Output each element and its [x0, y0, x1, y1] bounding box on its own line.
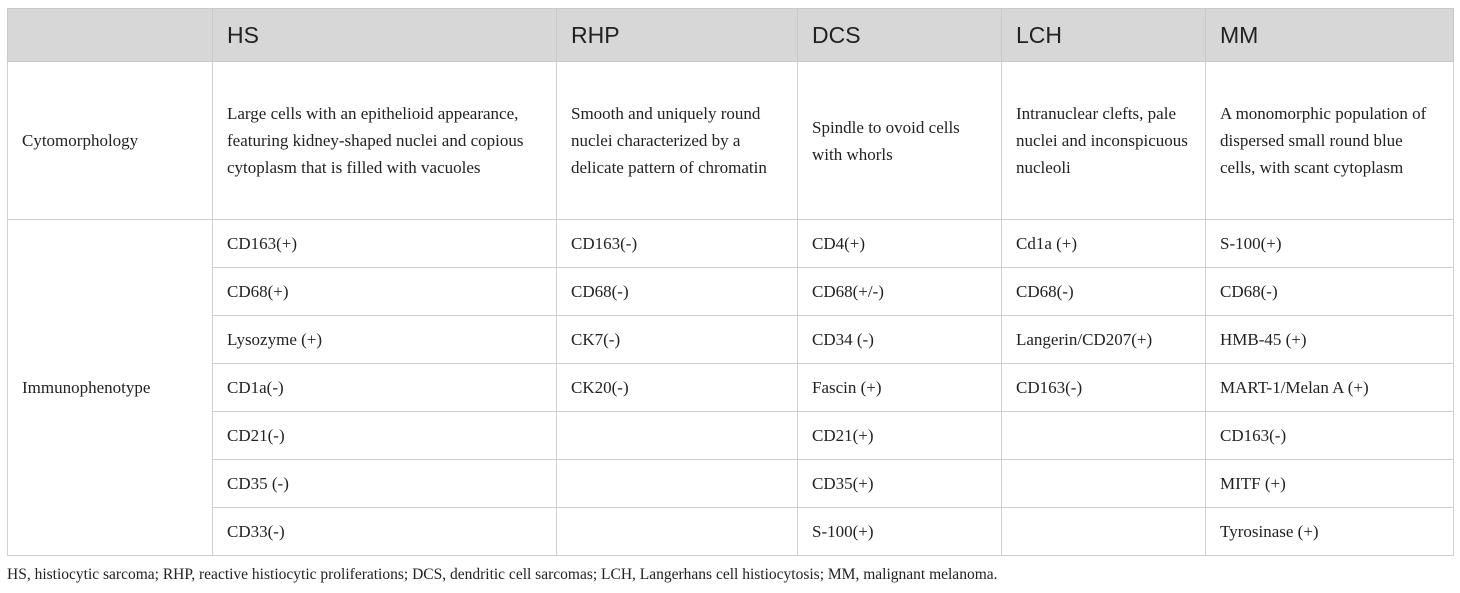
- immuno-cell-lch: CD68(-): [1002, 268, 1206, 316]
- immuno-cell-rhp: CD68(-): [557, 268, 798, 316]
- immuno-cell-lch: Langerin/CD207(+): [1002, 316, 1206, 364]
- cyto-cell-rhp: Smooth and uniquely round nuclei characterized by a delicate pattern of chromatin: [557, 62, 798, 220]
- immuno-cell-rhp: [557, 412, 798, 460]
- immuno-cell-dcs: CD35(+): [798, 460, 1002, 508]
- header-cell-empty: [8, 9, 213, 62]
- header-cell-lch: LCH: [1002, 9, 1206, 62]
- immuno-cell-rhp: CK20(-): [557, 364, 798, 412]
- cyto-cell-mm: A monomorphic population of dispersed small round blue cells, with scant cytoplasm: [1206, 62, 1454, 220]
- immuno-cell-hs: CD68(+): [213, 268, 557, 316]
- header-cell-dcs: DCS: [798, 9, 1002, 62]
- immuno-cell-lch: CD163(-): [1002, 364, 1206, 412]
- immuno-cell-dcs: CD34 (-): [798, 316, 1002, 364]
- immuno-cell-dcs: CD21(+): [798, 412, 1002, 460]
- immuno-cell-lch: [1002, 508, 1206, 556]
- immuno-cell-mm: S-100(+): [1206, 220, 1454, 268]
- immuno-cell-dcs: CD4(+): [798, 220, 1002, 268]
- immuno-row: [8, 364, 1454, 412]
- header-cell-mm: MM: [1206, 9, 1454, 62]
- comparison-table: [7, 8, 1454, 556]
- immuno-cell-mm: HMB-45 (+): [1206, 316, 1454, 364]
- immuno-cell-lch: [1002, 460, 1206, 508]
- header-cell-hs: HS: [213, 9, 557, 62]
- header-row: [8, 9, 1454, 62]
- immuno-row: [8, 508, 1454, 556]
- immuno-cell-dcs: CD68(+/-): [798, 268, 1002, 316]
- immuno-cell-rhp: [557, 508, 798, 556]
- immuno-cell-rhp: CK7(-): [557, 316, 798, 364]
- immuno-cell-hs: CD163(+): [213, 220, 557, 268]
- cyto-cell-dcs: Spindle to ovoid cells with whorls: [798, 62, 1002, 220]
- cyto-cell-hs: Large cells with an epithelioid appearance, featuring kidney-shaped nuclei and copious cytoplasm that is filled with vacuoles: [213, 62, 557, 220]
- cyto-cell-lch: Intranuclear clefts, pale nuclei and inconspicuous nucleoli: [1002, 62, 1206, 220]
- cytomorphology-row: [8, 62, 1454, 220]
- immuno-row: [8, 460, 1454, 508]
- immuno-cell-dcs: Fascin (+): [798, 364, 1002, 412]
- immuno-cell-lch: [1002, 412, 1206, 460]
- immuno-row: [8, 220, 1454, 268]
- immuno-cell-hs: CD1a(-): [213, 364, 557, 412]
- immuno-cell-mm: CD163(-): [1206, 412, 1454, 460]
- immuno-cell-hs: CD35 (-): [213, 460, 557, 508]
- immuno-cell-rhp: [557, 460, 798, 508]
- immuno-cell-hs: Lysozyme (+): [213, 316, 557, 364]
- immuno-cell-mm: MART-1/Melan A (+): [1206, 364, 1454, 412]
- immuno-row: [8, 316, 1454, 364]
- row-label-immunophenotype: Immunophenotype: [8, 220, 213, 556]
- immuno-cell-hs: CD21(-): [213, 412, 557, 460]
- comparison-table-container: [7, 8, 1453, 556]
- immuno-cell-mm: CD68(-): [1206, 268, 1454, 316]
- immuno-cell-hs: CD33(-): [213, 508, 557, 556]
- immuno-row: [8, 268, 1454, 316]
- immuno-cell-mm: Tyrosinase (+): [1206, 508, 1454, 556]
- immuno-cell-mm: MITF (+): [1206, 460, 1454, 508]
- immuno-cell-rhp: CD163(-): [557, 220, 798, 268]
- immuno-cell-dcs: S-100(+): [798, 508, 1002, 556]
- row-label-cytomorphology: Cytomorphology: [8, 62, 213, 220]
- table-footnote: HS, histiocytic sarcoma; RHP, reactive histiocytic proliferations; DCS, dendritic cell sarcomas; LCH, Langerhans cell histiocytosis; MM, malignant melanoma.: [7, 566, 998, 583]
- immuno-row: [8, 412, 1454, 460]
- immuno-cell-lch: Cd1a (+): [1002, 220, 1206, 268]
- header-cell-rhp: RHP: [557, 9, 798, 62]
